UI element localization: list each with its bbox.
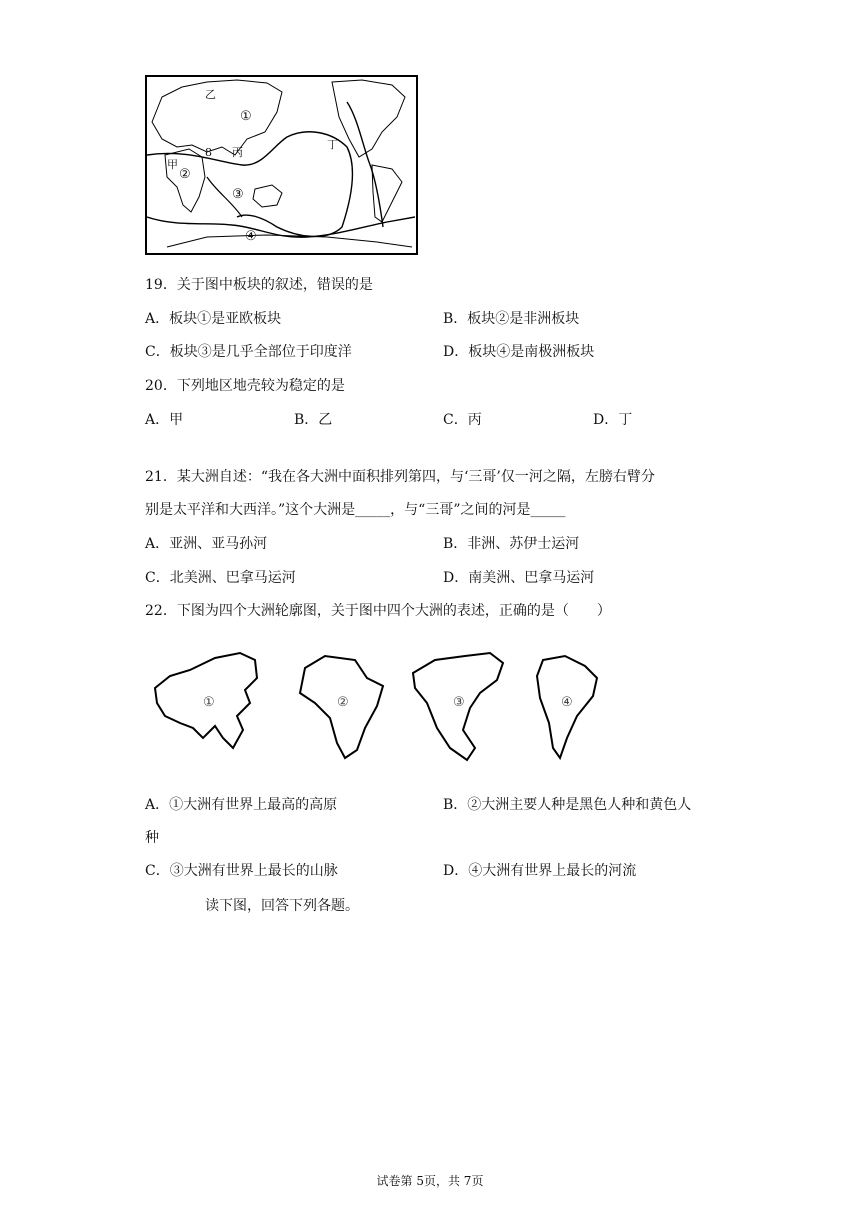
q19-option-d: D．板块④是南极洲板块 xyxy=(443,344,595,360)
continent-label-2: ② xyxy=(337,695,349,710)
q20-option-d: D．丁 xyxy=(593,412,633,428)
q21-option-c: C．北美洲、巴拿马运河 xyxy=(145,570,296,586)
q19-stem: 19．关于图中板块的叙述，错误的是 xyxy=(145,277,373,293)
q19-option-a: A．板块①是亚欧板块 xyxy=(145,311,282,327)
q22-option-d: D．④大洲有世界上最长的河流 xyxy=(443,863,637,879)
map-label-plate-3: ③ xyxy=(232,187,244,202)
map-label-plate-1: ① xyxy=(240,109,252,124)
map-label-yi: 乙 xyxy=(205,88,216,101)
section-instruction: 读下图，回答下列各题。 xyxy=(205,898,359,914)
q20-option-c: C．丙 xyxy=(443,412,482,428)
map-label-8: 8 xyxy=(205,146,212,159)
q19-option-c: C．板块③是几乎全部位于印度洋 xyxy=(145,344,352,360)
q21-stem-line2: 别是太平洋和大西洋。”这个大洲是_____，与“三哥”之间的河是_____ xyxy=(145,502,566,518)
q19-option-b: B．板块②是非洲板块 xyxy=(443,311,580,327)
continent-outlines-drawing xyxy=(145,648,625,773)
q22-option-b-line2: 种 xyxy=(145,830,159,846)
map-label-bing: 丙 xyxy=(232,146,243,159)
q21-option-a: A．亚洲、亚马孙河 xyxy=(145,536,268,552)
q22-stem: 22．下图为四个大洲轮廓图，关于图中四个大洲的表述，正确的是（ ） xyxy=(145,603,611,619)
map-label-plate-4: ④ xyxy=(245,229,257,244)
q22-option-b-line1: B．②大洲主要人种是黑色人种和黄色人 xyxy=(443,797,692,813)
q20-stem: 20．下列地区地壳较为稳定的是 xyxy=(145,378,345,394)
q21-option-b: B．非洲、苏伊士运河 xyxy=(443,536,580,552)
q21-option-d: D．南美洲、巴拿马运河 xyxy=(443,570,595,586)
continent-outlines-figure xyxy=(145,648,625,773)
page-footer: 试卷第 5页，共 7页 xyxy=(376,1174,484,1188)
continent-label-4: ④ xyxy=(561,695,573,710)
q22-option-a: A．①大洲有世界上最高的高原 xyxy=(145,797,338,813)
map-label-jia: 甲 xyxy=(167,158,178,171)
continent-label-3: ③ xyxy=(453,695,465,710)
q22-option-c: C．③大洲有世界上最长的山脉 xyxy=(145,863,338,879)
map-label-plate-2: ② xyxy=(179,167,191,182)
q20-option-a: A．甲 xyxy=(145,412,184,428)
map-label-ding: 丁 xyxy=(327,138,338,151)
q20-option-b: B．乙 xyxy=(294,412,333,428)
q21-stem-line1: 21．某大洲自述：“我在各大洲中面积排列第四，与‘三哥’仅一河之隔，左膀右臂分 xyxy=(145,469,655,485)
continent-label-1: ① xyxy=(203,695,215,710)
plate-map-figure xyxy=(145,75,418,255)
